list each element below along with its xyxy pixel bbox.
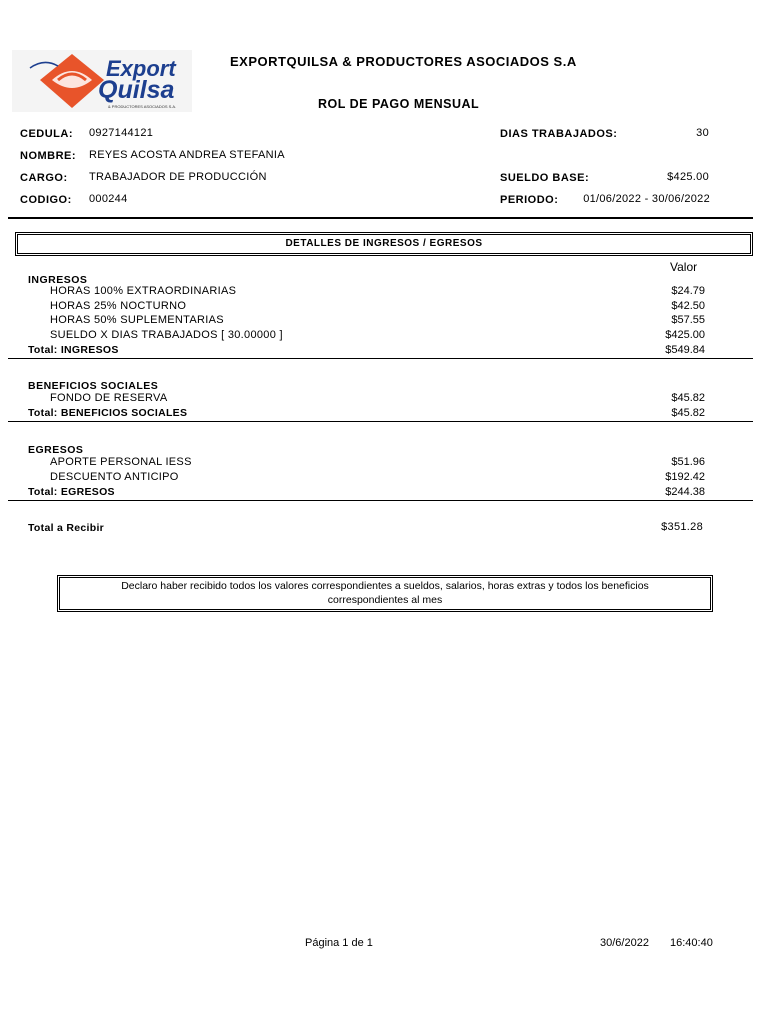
footer-time: 16:40:40 bbox=[670, 937, 713, 949]
ingresos-item: HORAS 50% SUPLEMENTARIAS bbox=[50, 314, 224, 326]
footer-date: 30/6/2022 bbox=[600, 937, 649, 949]
header-divider bbox=[8, 217, 753, 219]
egresos-total-value: $244.38 bbox=[665, 486, 705, 498]
nombre-label: NOMBRE: bbox=[20, 150, 77, 162]
ingresos-item-value: $42.50 bbox=[671, 300, 705, 312]
cedula-label: CEDULA: bbox=[20, 128, 73, 140]
ingresos-item: HORAS 100% EXTRAORDINARIAS bbox=[50, 285, 237, 297]
beneficios-total-label: Total: BENEFICIOS SOCIALES bbox=[28, 407, 188, 419]
ingresos-total-label: Total: INGRESOS bbox=[28, 344, 119, 356]
nombre-value: REYES ACOSTA ANDREA STEFANIA bbox=[89, 149, 285, 161]
page-number: Página 1 de 1 bbox=[305, 937, 373, 949]
egresos-title: EGRESOS bbox=[28, 444, 84, 456]
ingresos-item: SUELDO X DIAS TRABAJADOS [ 30.00000 ] bbox=[50, 329, 283, 341]
sueldo-value: $425.00 bbox=[667, 171, 709, 183]
periodo-label: PERIODO: bbox=[500, 194, 559, 206]
egresos-item: APORTE PERSONAL IESS bbox=[50, 456, 192, 468]
ingresos-divider bbox=[8, 358, 753, 359]
declaration-box bbox=[57, 575, 713, 612]
egresos-item-value: $192.42 bbox=[665, 471, 705, 483]
beneficios-total-value: $45.82 bbox=[671, 407, 705, 419]
document-title: ROL DE PAGO MENSUAL bbox=[318, 97, 480, 111]
egresos-item-value: $51.96 bbox=[671, 456, 705, 468]
logo-text-quilsa: Quilsa bbox=[98, 76, 175, 104]
valor-header: Valor bbox=[670, 260, 698, 274]
ingresos-item-value: $24.79 bbox=[671, 285, 705, 297]
details-header-box bbox=[15, 232, 753, 256]
total-recibir-value: $351.28 bbox=[661, 521, 703, 533]
ingresos-item: HORAS 25% NOCTURNO bbox=[50, 300, 187, 312]
cedula-value: 0927144121 bbox=[89, 127, 154, 139]
periodo-value: 01/06/2022 - 30/06/2022 bbox=[583, 193, 710, 205]
logo-tagline: & PRODUCTORES ASOCIADOS S.A. bbox=[108, 104, 177, 109]
beneficios-divider bbox=[8, 421, 753, 422]
company-logo bbox=[12, 50, 192, 112]
logo-text-export: Export bbox=[106, 56, 176, 81]
details-header: DETALLES DE INGRESOS / EGRESOS bbox=[285, 238, 483, 249]
beneficios-title: BENEFICIOS SOCIALES bbox=[28, 380, 159, 392]
sueldo-label: SUELDO BASE: bbox=[500, 172, 590, 184]
beneficios-item-value: $45.82 bbox=[671, 392, 705, 404]
ingresos-title: INGRESOS bbox=[28, 274, 88, 286]
codigo-value: 000244 bbox=[89, 193, 128, 205]
egresos-item: DESCUENTO ANTICIPO bbox=[50, 471, 179, 483]
declaration-text: Declaro haber recibido todos los valores correspondientes a sueldos, salarios, horas extras y todos los beneficios correspondientes al mes bbox=[121, 580, 649, 606]
company-name: EXPORTQUILSA & PRODUCTORES ASOCIADOS S.A bbox=[230, 54, 577, 69]
ingresos-item-value: $57.55 bbox=[671, 314, 705, 326]
egresos-divider bbox=[8, 500, 753, 501]
beneficios-item: FONDO DE RESERVA bbox=[50, 392, 168, 404]
egresos-total-label: Total: EGRESOS bbox=[28, 486, 115, 498]
codigo-label: CODIGO: bbox=[20, 194, 72, 206]
cargo-value: TRABAJADOR DE PRODUCCIÓN bbox=[89, 171, 267, 183]
ingresos-total-value: $549.84 bbox=[665, 344, 705, 356]
ingresos-item-value: $425.00 bbox=[665, 329, 705, 341]
total-recibir-label: Total a Recibir bbox=[28, 522, 105, 534]
dias-value: 30 bbox=[696, 127, 709, 139]
cargo-label: CARGO: bbox=[20, 172, 68, 184]
dias-label: DIAS TRABAJADOS: bbox=[500, 128, 618, 140]
